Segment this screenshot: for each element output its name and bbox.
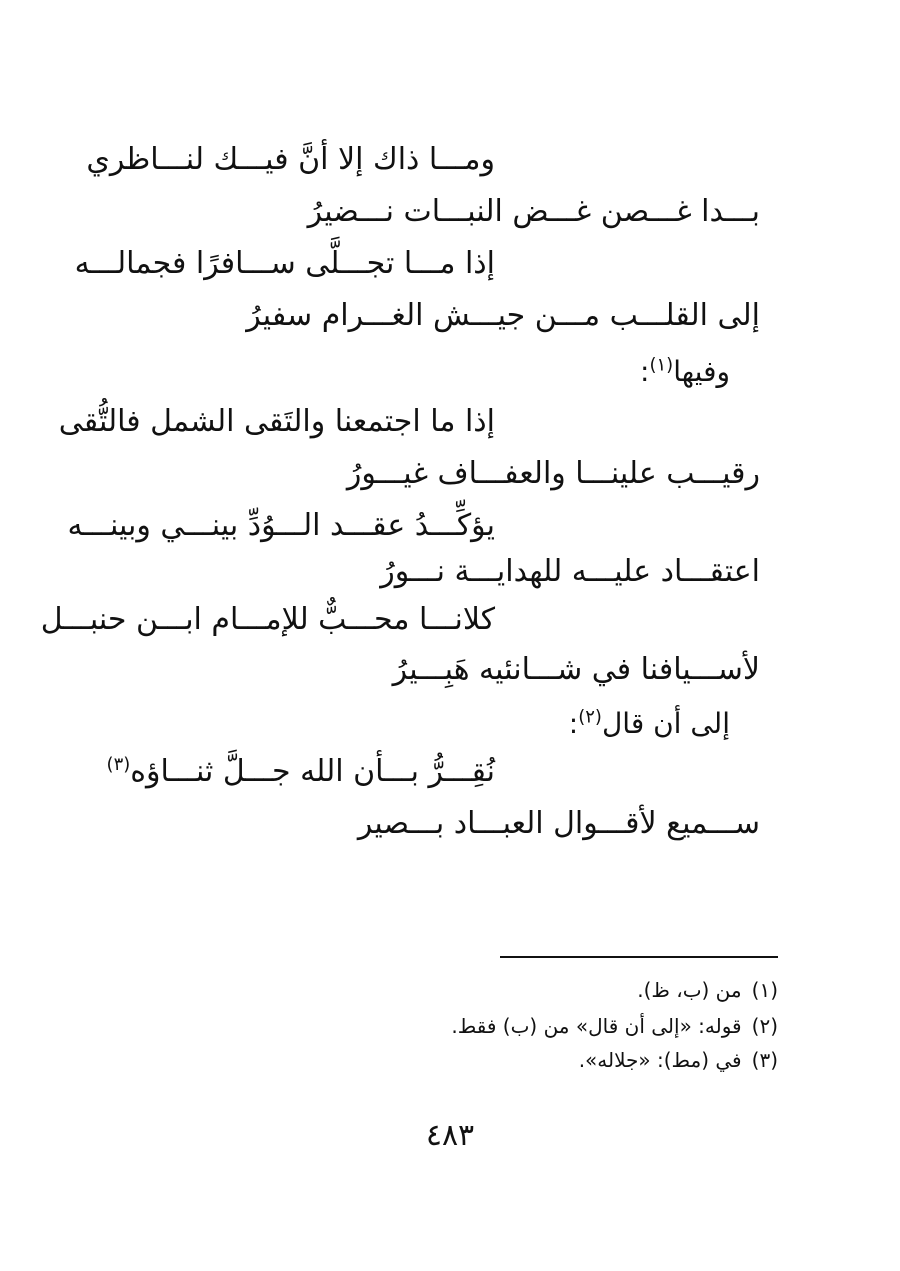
verse-4-first-hemistich: يؤكِّـــدُ عقـــد الـــوُدِّ بينـــي وبينـــه bbox=[67, 508, 495, 543]
verse-6-second-hemistich: ســـميع لأقـــوال العبـــاد بـــصير bbox=[357, 806, 760, 841]
page-number: ٤٨٣ bbox=[425, 1118, 475, 1153]
footnote-text: من (ب، ظ). bbox=[637, 978, 742, 1002]
verse-4-second-hemistich: اعتقـــاد عليـــه للهدايـــة نـــورُ bbox=[380, 554, 760, 589]
verse-5-first-hemistich: كلانـــا محـــبٌّ للإمـــام ابـــن حنبـــل bbox=[40, 602, 495, 637]
intro-line-2 bbox=[569, 704, 730, 744]
intro-line-1 bbox=[640, 352, 730, 392]
footnote-number: (٢) bbox=[751, 1014, 778, 1038]
intro-text: إلى أن قال bbox=[601, 707, 730, 740]
intro-colon: : bbox=[640, 355, 650, 388]
footnote-text: قوله: «إلى أن قال» من (ب) فقط. bbox=[451, 1014, 742, 1038]
verse-3-second-hemistich: رقيـــب علينـــا والعفـــاف غيـــورُ bbox=[346, 456, 760, 491]
footnote-number: (١) bbox=[751, 978, 778, 1002]
verse-6-first-hemistich bbox=[107, 752, 495, 792]
footnote-1 bbox=[637, 976, 778, 1004]
verse-2-first-hemistich: إذا مـــا تجـــلَّى ســـافرًا فجمالـــه bbox=[74, 246, 495, 281]
verse-5-second-hemistich: لأســـيافنا في شـــانئيه هَبِـــيرُ bbox=[392, 652, 760, 687]
footnote-ref: (١) bbox=[649, 354, 674, 376]
intro-colon: : bbox=[568, 707, 579, 740]
verse-1-first-hemistich: ومـــا ذاك إلا أنَّ فيـــك لنـــاظري bbox=[86, 142, 495, 177]
verse-3-first-hemistich: إذا ما اجتمعنا والتَقى الشمل فالتُّقى bbox=[58, 404, 495, 439]
footnote-text: في (مط): «جلاله». bbox=[578, 1048, 742, 1072]
footnote-divider bbox=[500, 956, 778, 958]
intro-text: وفيها bbox=[673, 355, 730, 388]
verse-1-second-hemistich: بـــدا غـــصن غـــض النبـــات نـــضيرُ bbox=[307, 194, 760, 229]
footnote-2 bbox=[451, 1012, 778, 1040]
footnote-3 bbox=[579, 1046, 778, 1074]
footnote-number: (٣) bbox=[751, 1048, 778, 1072]
verse-6-text: نُقِـــرُّ بـــأن الله جـــلَّ ثنـــاؤه bbox=[130, 754, 495, 789]
verse-2-second-hemistich: إلى القلـــب مـــن جيـــش الغـــرام سفيرُ bbox=[246, 298, 760, 333]
footnote-ref: (٣) bbox=[106, 754, 131, 775]
footnote-ref: (٢) bbox=[578, 706, 602, 728]
